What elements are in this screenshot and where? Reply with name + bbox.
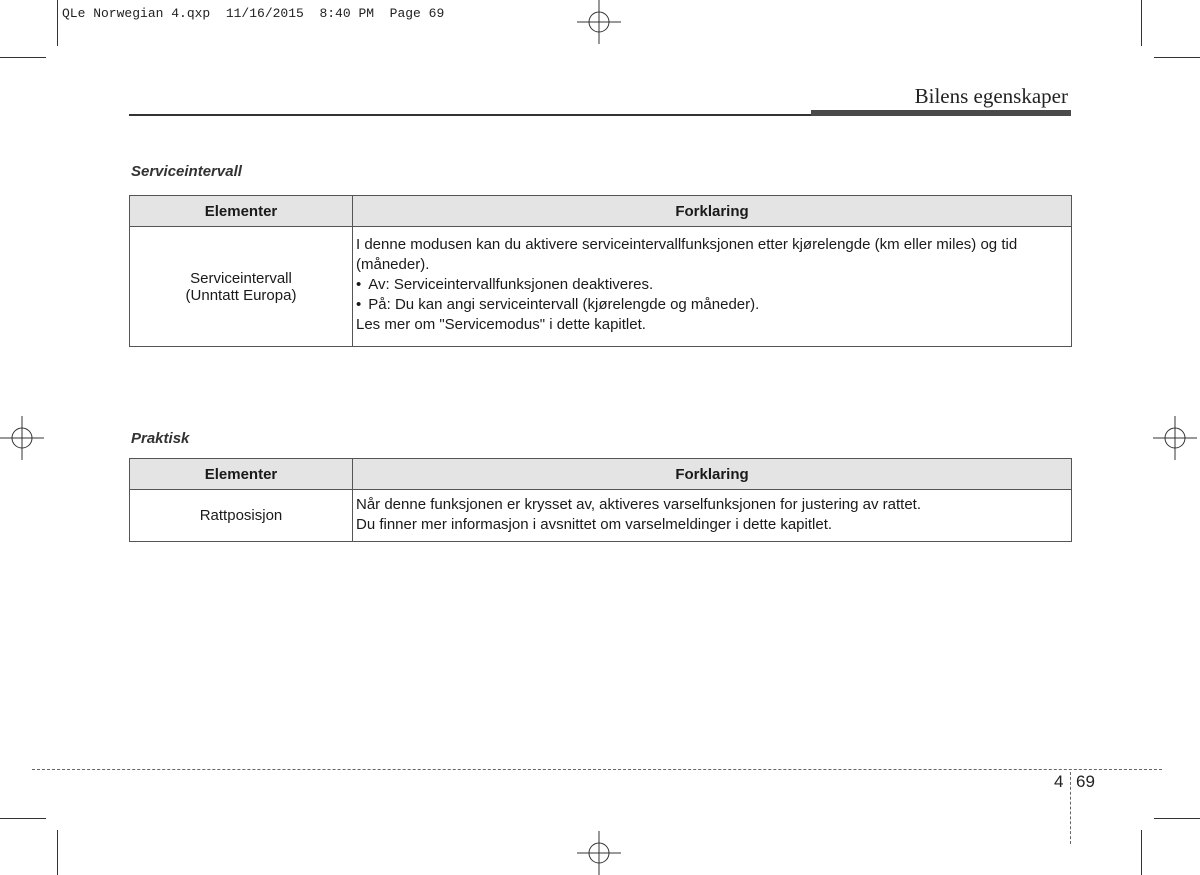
page-number: 69 [1076,772,1095,791]
settings-table [129,458,1072,542]
explanation-line: Når denne funksjonen er krysset av, aktiveres varselfunksjonen for justering av rattet. [356,496,921,513]
explanation-cell [353,227,1072,347]
footer-divider [1070,772,1071,844]
section-label: Praktisk [131,430,190,447]
crop-mark [1154,818,1200,819]
explanation-line: På: Du kan angi serviceintervall (kjørelengde og måneder). [368,296,760,313]
table-header-row [130,459,1072,490]
crop-mark [0,57,46,58]
explanation-cell [353,490,1072,542]
element-cell [130,490,353,542]
element-note: (Unntatt Europa) [185,286,297,304]
element-cell [130,227,353,347]
column-header: Elementer [130,196,353,227]
column-header: Forklaring [353,459,1072,490]
crop-mark [57,0,58,46]
element-name: Rattposisjon [199,507,283,524]
explanation-bullet [356,295,1068,315]
crop-mark [1141,830,1142,875]
registration-mark-icon [577,831,621,875]
explanation-line: I denne modusen kan du aktivere serviceintervallfunksjonen etter kjørelengde (km eller miles) og tid (måneder). [356,236,1018,273]
settings-table [129,195,1072,347]
explanation-bullet [356,275,1068,295]
table-row [130,227,1072,347]
section-label: Serviceintervall [131,163,242,180]
table-header-row [130,196,1072,227]
column-header: Forklaring [353,196,1072,227]
header-rule-accent [811,110,1071,116]
element-name: Serviceintervall [190,269,292,287]
column-header: Elementer [130,459,353,490]
table-row [130,490,1072,542]
registration-mark-icon [577,0,621,44]
footer-rule [32,769,1162,770]
registration-mark-icon [0,416,44,460]
print-slug: QLe Norwegian 4.qxp 11/16/2015 8:40 PM Page 69 [62,6,445,21]
chapter-number: 4 [1054,772,1064,791]
crop-mark [1154,57,1200,58]
header-rule [129,114,812,116]
crop-mark [0,818,46,819]
crop-mark [1141,0,1142,46]
page-header-title: Bilens egenskaper [914,84,1068,108]
explanation-line: Du finner mer informasjon i avsnittet om varselmeldinger i dette kapitlet. [356,516,833,533]
explanation-line: Av: Serviceintervallfunksjonen deaktiveres. [368,276,654,293]
registration-mark-icon [1153,416,1197,460]
explanation-line: Les mer om "Servicemodus" i dette kapitlet. [356,316,646,333]
crop-mark [57,830,58,875]
